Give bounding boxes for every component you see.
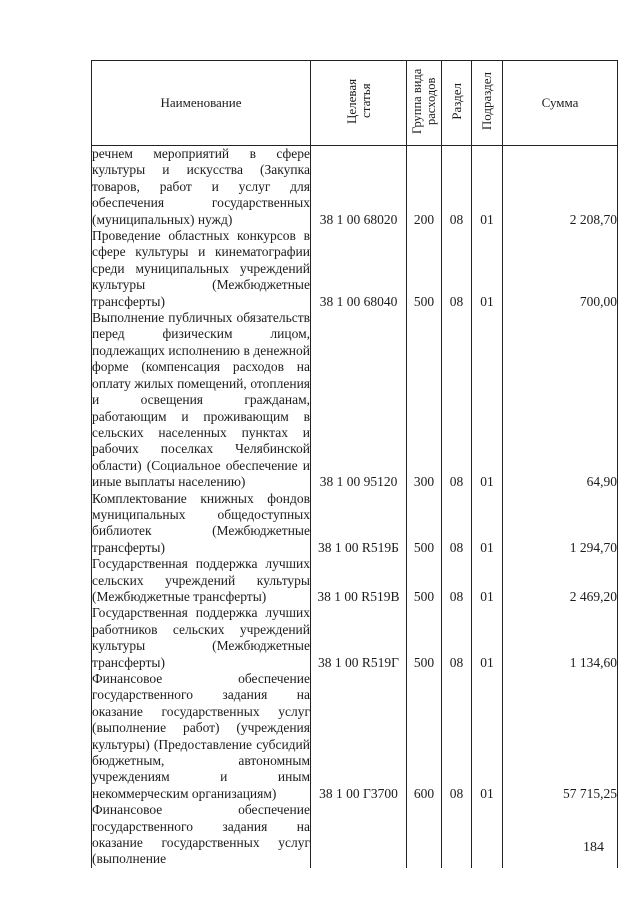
row-code: 38 1 00 68040 bbox=[311, 228, 407, 310]
row-sum: 2 469,20 bbox=[503, 556, 618, 605]
row-name: Комплектование книжных фондов муниципальных общедоступных библиотек (Межбюджетные трансферты) bbox=[92, 490, 310, 555]
row-subsection: 01 bbox=[472, 146, 503, 229]
row-code bbox=[311, 802, 407, 868]
header-sum: Сумма bbox=[503, 61, 618, 146]
row-section bbox=[442, 802, 472, 868]
row-group: 200 bbox=[407, 146, 442, 229]
row-section: 08 bbox=[442, 671, 472, 802]
table-body bbox=[92, 146, 618, 868]
row-name: Финансовое обеспечение государственного задания на оказание государственных услуг (выполнение bbox=[92, 802, 310, 867]
header-section-label: Раздел bbox=[448, 82, 464, 120]
row-subsection: 01 bbox=[472, 605, 503, 671]
table-row bbox=[92, 491, 618, 557]
table-row bbox=[92, 310, 618, 490]
row-code: 38 1 00 R519В bbox=[311, 556, 407, 605]
row-sum: 1 134,60 bbox=[503, 605, 618, 671]
table-row bbox=[92, 146, 618, 229]
table-row bbox=[92, 802, 618, 868]
row-section: 08 bbox=[442, 491, 472, 557]
header-section bbox=[442, 61, 472, 146]
row-sum: 64,90 bbox=[503, 310, 618, 490]
row-sum: 700,00 bbox=[503, 228, 618, 310]
row-sum: 57 715,25 bbox=[503, 671, 618, 802]
row-name: Проведение областных конкурсов в сфере культуры и кинематографии среди муниципальных учреждений культуры (Межбюджетные трансферты) bbox=[92, 228, 310, 309]
row-sum: 2 208,70 bbox=[503, 146, 618, 229]
row-section: 08 bbox=[442, 605, 472, 671]
row-group: 500 bbox=[407, 605, 442, 671]
row-group bbox=[407, 802, 442, 868]
row-subsection: 01 bbox=[472, 491, 503, 557]
row-subsection: 01 bbox=[472, 310, 503, 490]
row-group: 300 bbox=[407, 310, 442, 490]
header-target-label: Целевая статья bbox=[343, 78, 373, 124]
row-name: Финансовое обеспечение государственного задания на оказание государственных услуг (выполнение работ) (учреждения культуры) (Предоставление субсидий бюджетным, автономным учреждениям и иным некоммерческим организациям) bbox=[92, 671, 310, 801]
table-row bbox=[92, 228, 618, 310]
table-row bbox=[92, 671, 618, 802]
row-name: Государственная поддержка лучших работников сельских учреждений культуры (Межбюджетные трансферты) bbox=[92, 605, 310, 670]
row-name: речнем мероприятий в сфере культуры и искусства (Закупка товаров, работ и услуг для обеспечения государственных (муниципальных) нужд) bbox=[92, 146, 310, 227]
table-row bbox=[92, 605, 618, 671]
row-code: 38 1 00 95120 bbox=[311, 310, 407, 490]
row-group: 500 bbox=[407, 491, 442, 557]
row-section: 08 bbox=[442, 228, 472, 310]
row-sum bbox=[503, 802, 618, 868]
table-header bbox=[92, 61, 618, 146]
row-subsection bbox=[472, 802, 503, 868]
header-subsection bbox=[472, 61, 503, 146]
row-section: 08 bbox=[442, 310, 472, 490]
row-code: 38 1 00 Г3700 bbox=[311, 671, 407, 802]
header-target bbox=[311, 61, 407, 146]
header-expense-group-label: Группа вида расходов bbox=[410, 68, 438, 134]
row-code: 38 1 00 R519Г bbox=[311, 605, 407, 671]
row-group: 500 bbox=[407, 556, 442, 605]
row-group: 600 bbox=[407, 671, 442, 802]
row-subsection: 01 bbox=[472, 671, 503, 802]
header-name: Наименование bbox=[92, 61, 311, 146]
row-section: 08 bbox=[442, 556, 472, 605]
header-subsection-label: Подраздел bbox=[479, 71, 494, 131]
row-section: 08 bbox=[442, 146, 472, 229]
row-name: Государственная поддержка лучших сельских учреждений культуры (Межбюджетные трансферты) bbox=[92, 556, 310, 604]
table-row bbox=[92, 556, 618, 605]
row-name: Выполнение публичных обязательств перед физическим лицом, подлежащих исполнению в денежной форме (компенсация расходов на оплату жилых помещений, отопления и освещения гражданам, работающим и проживающим в сельских населенных пунктах и рабочих поселках Челябинской области) (Социальное обеспечение и иные выплаты населению) bbox=[92, 310, 310, 490]
header-expense-group bbox=[407, 61, 442, 146]
row-subsection: 01 bbox=[472, 556, 503, 605]
row-subsection: 01 bbox=[472, 228, 503, 310]
row-sum: 1 294,70 bbox=[503, 491, 618, 557]
page-number: 184 bbox=[583, 840, 604, 855]
row-code: 38 1 00 R519Б bbox=[311, 491, 407, 557]
budget-table bbox=[91, 60, 618, 868]
row-code: 38 1 00 68020 bbox=[311, 146, 407, 229]
row-group: 500 bbox=[407, 228, 442, 310]
